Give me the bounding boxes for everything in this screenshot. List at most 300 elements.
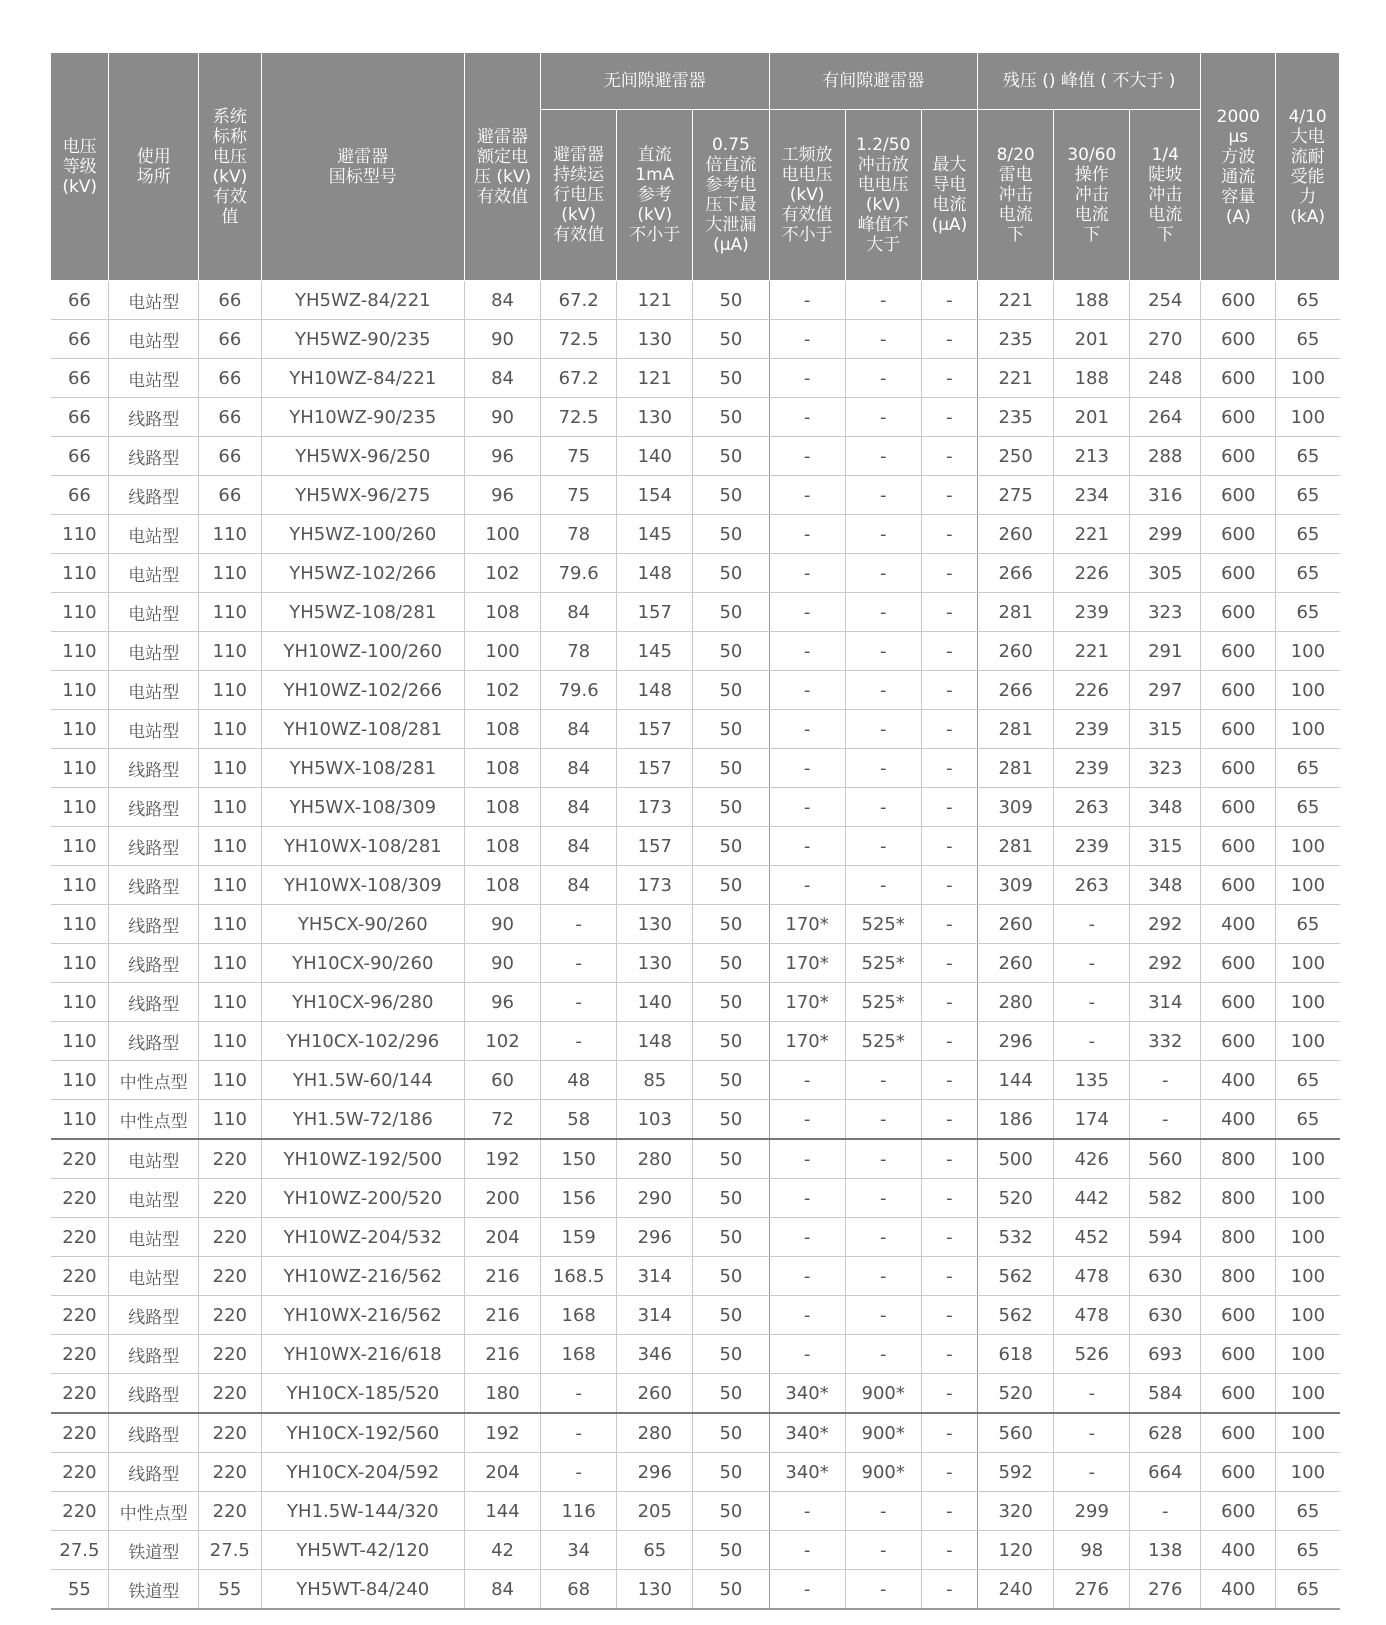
- steep-residual-cell: 693: [1130, 1335, 1201, 1374]
- steep-residual-cell: -: [1130, 1100, 1201, 1140]
- leakage-cell: 50: [693, 710, 769, 749]
- max-conduct-cell: -: [921, 788, 977, 827]
- mcov-cell: -: [541, 1374, 617, 1414]
- model-cell: YH10CX-102/296: [261, 1022, 464, 1061]
- mcov-cell: 75: [541, 437, 617, 476]
- model-cell: YH5WZ-100/260: [261, 515, 464, 554]
- steep-residual-cell: 291: [1130, 632, 1201, 671]
- rated-voltage-cell: 204: [464, 1218, 540, 1257]
- rated-voltage-cell: 90: [464, 944, 540, 983]
- impulse-spark-cell: -: [845, 749, 921, 788]
- pf-spark-cell: -: [769, 788, 845, 827]
- model-cell: YH5CX-90/260: [261, 905, 464, 944]
- usage-cell: 线路型: [109, 398, 199, 437]
- voltage-class-cell: 220: [51, 1492, 109, 1531]
- usage-cell: 电站型: [109, 1179, 199, 1218]
- usage-cell: 电站型: [109, 1139, 199, 1179]
- model-cell: YH10WZ-192/500: [261, 1139, 464, 1179]
- table-row: [51, 1335, 1340, 1374]
- square-wave-cell: 600: [1201, 1296, 1276, 1335]
- leakage-cell: 50: [693, 1570, 769, 1610]
- mcov-cell: 168.5: [541, 1257, 617, 1296]
- table-row: [51, 905, 1340, 944]
- pf-spark-cell: -: [769, 1139, 845, 1179]
- steep-residual-cell: 560: [1130, 1139, 1201, 1179]
- table-row: [51, 1413, 1340, 1453]
- switching-residual-cell: 478: [1054, 1257, 1130, 1296]
- high-current-cell: 65: [1276, 1531, 1340, 1570]
- system-voltage-cell: 220: [199, 1453, 262, 1492]
- steep-residual-cell: 288: [1130, 437, 1201, 476]
- system-voltage-cell: 110: [199, 983, 262, 1022]
- voltage-class-cell: 110: [51, 905, 109, 944]
- header-mcov: 避雷器 持续运 行电压 (kV) 有效值: [541, 110, 617, 281]
- voltage-class-cell: 110: [51, 866, 109, 905]
- impulse-spark-cell: -: [845, 1531, 921, 1570]
- lightning-residual-cell: 500: [978, 1139, 1054, 1179]
- system-voltage-cell: 110: [199, 866, 262, 905]
- high-current-cell: 100: [1276, 866, 1340, 905]
- usage-cell: 电站型: [109, 710, 199, 749]
- table-row: [51, 1218, 1340, 1257]
- header-max-conduct: 最大 导电 电流 (μA): [921, 110, 977, 281]
- impulse-spark-cell: -: [845, 1139, 921, 1179]
- impulse-spark-cell: -: [845, 1492, 921, 1531]
- square-wave-cell: 600: [1201, 671, 1276, 710]
- impulse-spark-cell: -: [845, 671, 921, 710]
- mcov-cell: -: [541, 1453, 617, 1492]
- lightning-residual-cell: 520: [978, 1179, 1054, 1218]
- max-conduct-cell: -: [921, 281, 977, 320]
- max-conduct-cell: -: [921, 1179, 977, 1218]
- high-current-cell: 100: [1276, 1296, 1340, 1335]
- impulse-spark-cell: 525*: [845, 905, 921, 944]
- pf-spark-cell: -: [769, 437, 845, 476]
- rated-voltage-cell: 100: [464, 632, 540, 671]
- switching-residual-cell: 239: [1054, 749, 1130, 788]
- square-wave-cell: 600: [1201, 437, 1276, 476]
- table-row: [51, 866, 1340, 905]
- steep-residual-cell: 315: [1130, 827, 1201, 866]
- leakage-cell: 50: [693, 554, 769, 593]
- rated-voltage-cell: 90: [464, 320, 540, 359]
- square-wave-cell: 400: [1201, 1061, 1276, 1100]
- lightning-residual-cell: 266: [978, 554, 1054, 593]
- leakage-cell: 50: [693, 1296, 769, 1335]
- dc-1ma-cell: 154: [617, 476, 693, 515]
- dc-1ma-cell: 173: [617, 866, 693, 905]
- model-cell: YH1.5W-144/320: [261, 1492, 464, 1531]
- mcov-cell: 48: [541, 1061, 617, 1100]
- high-current-cell: 65: [1276, 437, 1340, 476]
- high-current-cell: 100: [1276, 1179, 1340, 1218]
- leakage-cell: 50: [693, 1139, 769, 1179]
- table-row: [51, 398, 1340, 437]
- system-voltage-cell: 110: [199, 788, 262, 827]
- impulse-spark-cell: 525*: [845, 983, 921, 1022]
- lightning-residual-cell: 275: [978, 476, 1054, 515]
- system-voltage-cell: 110: [199, 632, 262, 671]
- high-current-cell: 100: [1276, 1257, 1340, 1296]
- table-row: [51, 1257, 1340, 1296]
- pf-spark-cell: 340*: [769, 1374, 845, 1414]
- model-cell: YH10CX-204/592: [261, 1453, 464, 1492]
- voltage-class-cell: 27.5: [51, 1531, 109, 1570]
- dc-1ma-cell: 205: [617, 1492, 693, 1531]
- dc-1ma-cell: 280: [617, 1413, 693, 1453]
- table-row: [51, 437, 1340, 476]
- switching-residual-cell: 442: [1054, 1179, 1130, 1218]
- table-row: [51, 1531, 1340, 1570]
- max-conduct-cell: -: [921, 710, 977, 749]
- pf-spark-cell: -: [769, 515, 845, 554]
- steep-residual-cell: 315: [1130, 710, 1201, 749]
- usage-cell: 线路型: [109, 983, 199, 1022]
- dc-1ma-cell: 85: [617, 1061, 693, 1100]
- table-row: [51, 1022, 1340, 1061]
- system-voltage-cell: 110: [199, 944, 262, 983]
- mcov-cell: 168: [541, 1335, 617, 1374]
- mcov-cell: 84: [541, 827, 617, 866]
- square-wave-cell: 600: [1201, 359, 1276, 398]
- steep-residual-cell: -: [1130, 1492, 1201, 1531]
- pf-spark-cell: -: [769, 476, 845, 515]
- rated-voltage-cell: 90: [464, 398, 540, 437]
- usage-cell: 线路型: [109, 749, 199, 788]
- square-wave-cell: 600: [1201, 1022, 1276, 1061]
- lightning-residual-cell: 562: [978, 1296, 1054, 1335]
- usage-cell: 铁道型: [109, 1570, 199, 1610]
- pf-spark-cell: -: [769, 1218, 845, 1257]
- leakage-cell: 50: [693, 1100, 769, 1140]
- high-current-cell: 65: [1276, 320, 1340, 359]
- mcov-cell: 159: [541, 1218, 617, 1257]
- switching-residual-cell: 526: [1054, 1335, 1130, 1374]
- square-wave-cell: 600: [1201, 554, 1276, 593]
- high-current-cell: 100: [1276, 1335, 1340, 1374]
- rated-voltage-cell: 108: [464, 827, 540, 866]
- table-row: [51, 1492, 1340, 1531]
- header-rated-voltage: 避雷器 额定电 压 (kV) 有效值: [464, 53, 540, 281]
- max-conduct-cell: -: [921, 905, 977, 944]
- steep-residual-cell: 323: [1130, 593, 1201, 632]
- system-voltage-cell: 110: [199, 1061, 262, 1100]
- usage-cell: 电站型: [109, 593, 199, 632]
- rated-voltage-cell: 96: [464, 476, 540, 515]
- mcov-cell: 72.5: [541, 398, 617, 437]
- table-row: [51, 515, 1340, 554]
- system-voltage-cell: 220: [199, 1374, 262, 1414]
- mcov-cell: 168: [541, 1296, 617, 1335]
- impulse-spark-cell: -: [845, 320, 921, 359]
- pf-spark-cell: -: [769, 671, 845, 710]
- table-row: [51, 671, 1340, 710]
- lightning-residual-cell: 320: [978, 1492, 1054, 1531]
- impulse-spark-cell: -: [845, 437, 921, 476]
- steep-residual-cell: 254: [1130, 281, 1201, 320]
- model-cell: YH10WZ-108/281: [261, 710, 464, 749]
- dc-1ma-cell: 130: [617, 320, 693, 359]
- pf-spark-cell: -: [769, 1061, 845, 1100]
- leakage-cell: 50: [693, 515, 769, 554]
- table-row: [51, 281, 1340, 320]
- lightning-residual-cell: 260: [978, 632, 1054, 671]
- impulse-spark-cell: -: [845, 554, 921, 593]
- voltage-class-cell: 66: [51, 476, 109, 515]
- leakage-cell: 50: [693, 1374, 769, 1414]
- voltage-class-cell: 110: [51, 1061, 109, 1100]
- leakage-cell: 50: [693, 632, 769, 671]
- lightning-residual-cell: 266: [978, 671, 1054, 710]
- arrester-spec-table: [50, 52, 1340, 1610]
- system-voltage-cell: 110: [199, 1022, 262, 1061]
- square-wave-cell: 400: [1201, 1100, 1276, 1140]
- switching-residual-cell: 201: [1054, 320, 1130, 359]
- square-wave-cell: 600: [1201, 398, 1276, 437]
- voltage-class-cell: 110: [51, 515, 109, 554]
- max-conduct-cell: -: [921, 1453, 977, 1492]
- usage-cell: 中性点型: [109, 1492, 199, 1531]
- model-cell: YH5WX-96/250: [261, 437, 464, 476]
- steep-residual-cell: 314: [1130, 983, 1201, 1022]
- high-current-cell: 100: [1276, 1374, 1340, 1414]
- voltage-class-cell: 110: [51, 671, 109, 710]
- voltage-class-cell: 110: [51, 983, 109, 1022]
- model-cell: YH5WX-108/309: [261, 788, 464, 827]
- voltage-class-cell: 220: [51, 1179, 109, 1218]
- table-row: [51, 1179, 1340, 1218]
- impulse-spark-cell: 900*: [845, 1374, 921, 1414]
- max-conduct-cell: -: [921, 1061, 977, 1100]
- leakage-cell: 50: [693, 1453, 769, 1492]
- square-wave-cell: 600: [1201, 515, 1276, 554]
- lightning-residual-cell: 235: [978, 398, 1054, 437]
- pf-spark-cell: -: [769, 398, 845, 437]
- max-conduct-cell: -: [921, 398, 977, 437]
- header-impulse-spark: 1.2/50 冲击放 电电压 (kV) 峰值不 大于: [845, 110, 921, 281]
- rated-voltage-cell: 200: [464, 1179, 540, 1218]
- pf-spark-cell: -: [769, 320, 845, 359]
- max-conduct-cell: -: [921, 476, 977, 515]
- dc-1ma-cell: 173: [617, 788, 693, 827]
- switching-residual-cell: 226: [1054, 671, 1130, 710]
- mcov-cell: -: [541, 1413, 617, 1453]
- usage-cell: 线路型: [109, 1296, 199, 1335]
- rated-voltage-cell: 108: [464, 749, 540, 788]
- high-current-cell: 100: [1276, 1453, 1340, 1492]
- header-steep-1-4: 1/4 陡坡 冲击 电流 下: [1130, 110, 1201, 281]
- lightning-residual-cell: 532: [978, 1218, 1054, 1257]
- mcov-cell: 84: [541, 593, 617, 632]
- mcov-cell: 78: [541, 632, 617, 671]
- high-current-cell: 65: [1276, 281, 1340, 320]
- impulse-spark-cell: 900*: [845, 1453, 921, 1492]
- system-voltage-cell: 66: [199, 476, 262, 515]
- impulse-spark-cell: -: [845, 632, 921, 671]
- voltage-class-cell: 220: [51, 1257, 109, 1296]
- dc-1ma-cell: 148: [617, 554, 693, 593]
- high-current-cell: 65: [1276, 1061, 1340, 1100]
- rated-voltage-cell: 108: [464, 788, 540, 827]
- dc-1ma-cell: 140: [617, 437, 693, 476]
- square-wave-cell: 600: [1201, 749, 1276, 788]
- lightning-residual-cell: 260: [978, 944, 1054, 983]
- table-row: [51, 476, 1340, 515]
- header-dc-1ma: 直流 1mA 参考 (kV) 不小于: [617, 110, 693, 281]
- dc-1ma-cell: 280: [617, 1139, 693, 1179]
- dc-1ma-cell: 145: [617, 632, 693, 671]
- square-wave-cell: 400: [1201, 1570, 1276, 1610]
- model-cell: YH10CX-96/280: [261, 983, 464, 1022]
- max-conduct-cell: -: [921, 749, 977, 788]
- pf-spark-cell: -: [769, 1335, 845, 1374]
- table-row: [51, 944, 1340, 983]
- pf-spark-cell: -: [769, 827, 845, 866]
- pf-spark-cell: -: [769, 1257, 845, 1296]
- mcov-cell: 58: [541, 1100, 617, 1140]
- table-row: [51, 749, 1340, 788]
- dc-1ma-cell: 314: [617, 1257, 693, 1296]
- impulse-spark-cell: -: [845, 281, 921, 320]
- table-body: [51, 281, 1340, 1610]
- max-conduct-cell: -: [921, 1531, 977, 1570]
- pf-spark-cell: -: [769, 1570, 845, 1610]
- table-row: [51, 983, 1340, 1022]
- dc-1ma-cell: 346: [617, 1335, 693, 1374]
- pf-spark-cell: -: [769, 1296, 845, 1335]
- impulse-spark-cell: 525*: [845, 944, 921, 983]
- dc-1ma-cell: 290: [617, 1179, 693, 1218]
- dc-1ma-cell: 121: [617, 359, 693, 398]
- lightning-residual-cell: 309: [978, 866, 1054, 905]
- pf-spark-cell: -: [769, 359, 845, 398]
- steep-residual-cell: 305: [1130, 554, 1201, 593]
- mcov-cell: 156: [541, 1179, 617, 1218]
- model-cell: YH10WZ-204/532: [261, 1218, 464, 1257]
- lightning-residual-cell: 562: [978, 1257, 1054, 1296]
- model-cell: YH10WZ-200/520: [261, 1179, 464, 1218]
- leakage-cell: 50: [693, 437, 769, 476]
- usage-cell: 中性点型: [109, 1061, 199, 1100]
- high-current-cell: 100: [1276, 983, 1340, 1022]
- steep-residual-cell: 628: [1130, 1413, 1201, 1453]
- model-cell: YH5WT-42/120: [261, 1531, 464, 1570]
- model-cell: YH5WZ-90/235: [261, 320, 464, 359]
- leakage-cell: 50: [693, 1413, 769, 1453]
- mcov-cell: -: [541, 1022, 617, 1061]
- dc-1ma-cell: 148: [617, 1022, 693, 1061]
- max-conduct-cell: -: [921, 1413, 977, 1453]
- model-cell: YH10WX-216/618: [261, 1335, 464, 1374]
- rated-voltage-cell: 90: [464, 905, 540, 944]
- rated-voltage-cell: 192: [464, 1139, 540, 1179]
- high-current-cell: 65: [1276, 476, 1340, 515]
- max-conduct-cell: -: [921, 1218, 977, 1257]
- leakage-cell: 50: [693, 1179, 769, 1218]
- rated-voltage-cell: 72: [464, 1100, 540, 1140]
- square-wave-cell: 600: [1201, 866, 1276, 905]
- leakage-cell: 50: [693, 944, 769, 983]
- rated-voltage-cell: 102: [464, 1022, 540, 1061]
- table-row: [51, 1139, 1340, 1179]
- max-conduct-cell: -: [921, 554, 977, 593]
- impulse-spark-cell: -: [845, 593, 921, 632]
- usage-cell: 电站型: [109, 281, 199, 320]
- model-cell: YH5WX-96/275: [261, 476, 464, 515]
- impulse-spark-cell: -: [845, 1218, 921, 1257]
- pf-spark-cell: -: [769, 1179, 845, 1218]
- rated-voltage-cell: 144: [464, 1492, 540, 1531]
- rated-voltage-cell: 96: [464, 983, 540, 1022]
- impulse-spark-cell: -: [845, 710, 921, 749]
- rated-voltage-cell: 102: [464, 554, 540, 593]
- voltage-class-cell: 66: [51, 437, 109, 476]
- rated-voltage-cell: 216: [464, 1257, 540, 1296]
- system-voltage-cell: 66: [199, 437, 262, 476]
- square-wave-cell: 600: [1201, 320, 1276, 359]
- dc-1ma-cell: 157: [617, 749, 693, 788]
- system-voltage-cell: 110: [199, 671, 262, 710]
- lightning-residual-cell: 309: [978, 788, 1054, 827]
- switching-residual-cell: 239: [1054, 593, 1130, 632]
- usage-cell: 电站型: [109, 671, 199, 710]
- mcov-cell: 34: [541, 1531, 617, 1570]
- high-current-cell: 65: [1276, 1492, 1340, 1531]
- system-voltage-cell: 110: [199, 554, 262, 593]
- leakage-cell: 50: [693, 983, 769, 1022]
- square-wave-cell: 600: [1201, 788, 1276, 827]
- max-conduct-cell: -: [921, 1100, 977, 1140]
- steep-residual-cell: 348: [1130, 788, 1201, 827]
- leakage-cell: 50: [693, 398, 769, 437]
- pf-spark-cell: -: [769, 593, 845, 632]
- system-voltage-cell: 110: [199, 593, 262, 632]
- usage-cell: 线路型: [109, 1453, 199, 1492]
- model-cell: YH5WZ-102/266: [261, 554, 464, 593]
- usage-cell: 铁道型: [109, 1531, 199, 1570]
- square-wave-cell: 800: [1201, 1257, 1276, 1296]
- pf-spark-cell: -: [769, 632, 845, 671]
- dc-1ma-cell: 314: [617, 1296, 693, 1335]
- usage-cell: 电站型: [109, 359, 199, 398]
- max-conduct-cell: -: [921, 827, 977, 866]
- model-cell: YH5WT-84/240: [261, 1570, 464, 1610]
- voltage-class-cell: 220: [51, 1218, 109, 1257]
- dc-1ma-cell: 260: [617, 1374, 693, 1414]
- table-header: [51, 53, 1340, 281]
- switching-residual-cell: -: [1054, 1413, 1130, 1453]
- switching-residual-cell: 239: [1054, 710, 1130, 749]
- steep-residual-cell: 582: [1130, 1179, 1201, 1218]
- impulse-spark-cell: -: [845, 1061, 921, 1100]
- leakage-cell: 50: [693, 905, 769, 944]
- high-current-cell: 100: [1276, 1413, 1340, 1453]
- steep-residual-cell: 316: [1130, 476, 1201, 515]
- table-row: [51, 1374, 1340, 1414]
- rated-voltage-cell: 84: [464, 1570, 540, 1610]
- system-voltage-cell: 66: [199, 320, 262, 359]
- system-voltage-cell: 220: [199, 1492, 262, 1531]
- steep-residual-cell: 264: [1130, 398, 1201, 437]
- mcov-cell: 84: [541, 866, 617, 905]
- impulse-spark-cell: -: [845, 1100, 921, 1140]
- square-wave-cell: 600: [1201, 983, 1276, 1022]
- steep-residual-cell: -: [1130, 1061, 1201, 1100]
- switching-residual-cell: 452: [1054, 1218, 1130, 1257]
- high-current-cell: 100: [1276, 1139, 1340, 1179]
- voltage-class-cell: 55: [51, 1570, 109, 1610]
- steep-residual-cell: 292: [1130, 944, 1201, 983]
